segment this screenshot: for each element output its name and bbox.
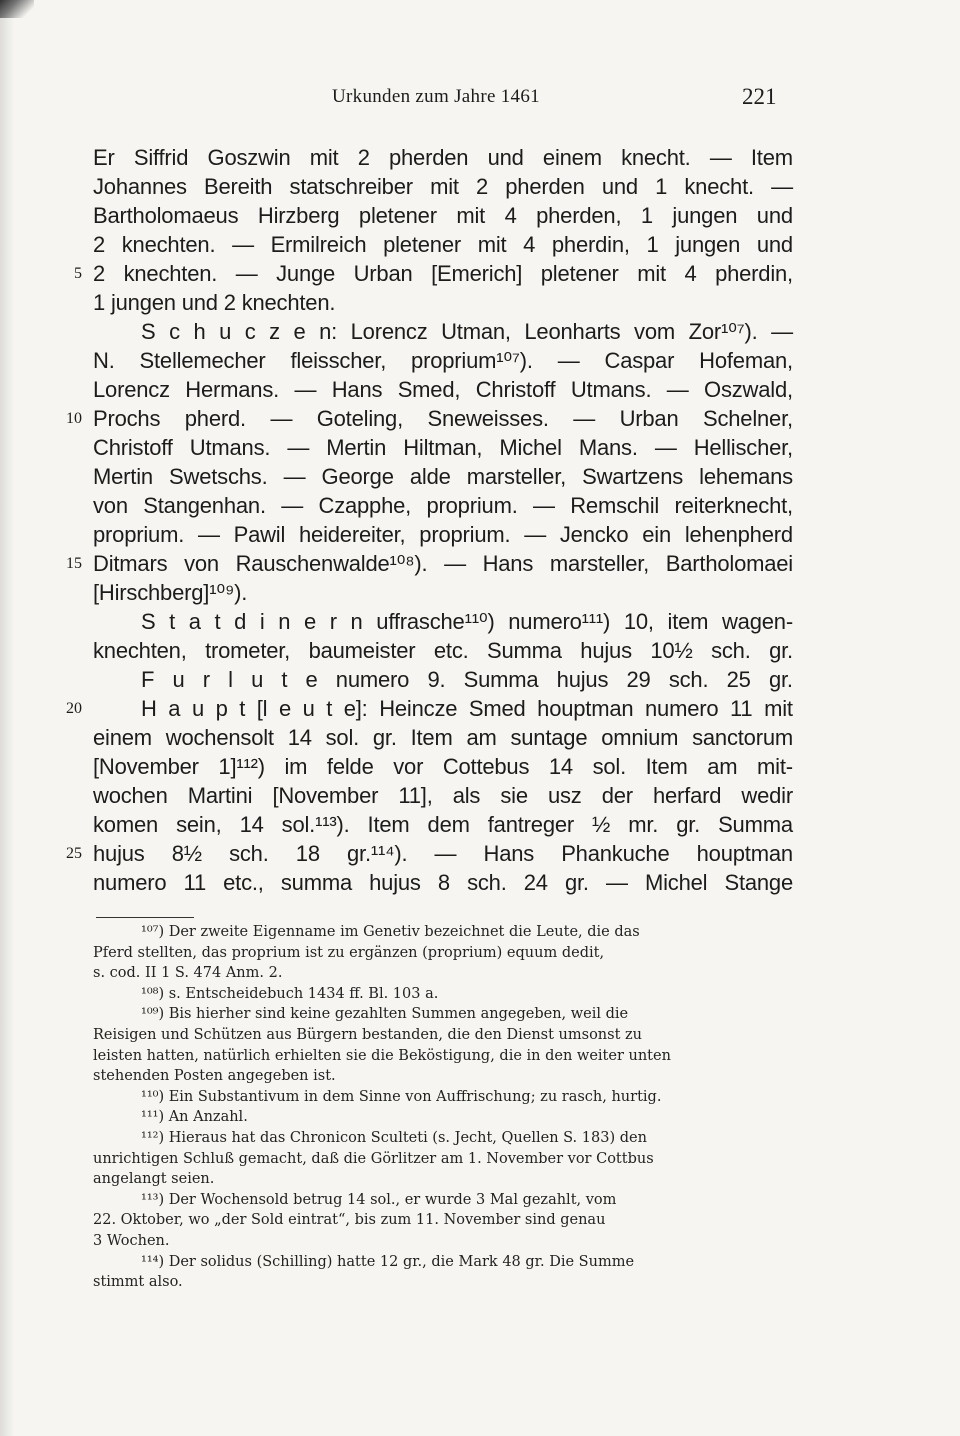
footnote-line: Pferd stellten, das proprium ist zu ergänzen (proprium) equum dedit, <box>93 944 605 961</box>
line-number: 10 <box>66 410 82 427</box>
text-line: hujus 8½ sch. 18 gr.¹¹⁴). — Hans Phankuche houptman <box>93 841 793 866</box>
running-header <box>0 86 960 116</box>
text-line: Bartholomaeus Hirzberg pletener mit 4 pherden, 1 jungen und <box>93 203 793 228</box>
running-title: Urkunden zum Jahre 1461 <box>332 86 540 107</box>
text-line: Ditmars von Rauschenwalde¹⁰⁸). — Hans marsteller, Bartholomaei <box>93 551 793 576</box>
text-line: einem wochensolt 14 sol. gr. Item am suntage omnium sanctorum <box>93 725 793 750</box>
text-line: Lorencz Hermans. — Hans Smed, Christoff Utmans. — Oszwald, <box>93 377 793 402</box>
text-line: proprium. — Pawil heidereiter, proprium. — Jencko ein lehenpherd <box>93 522 793 547</box>
footnote-line: ¹⁰⁹) Bis hierher sind keine gezahlten Summen angegeben, weil die <box>141 1006 629 1023</box>
footnote-line: stimmt also. <box>93 1274 183 1291</box>
footnote-line: ¹⁰⁷) Der zweite Eigenname im Genetiv bezeichnet die Leute, die das <box>141 924 640 940</box>
footnote-line: ¹⁰⁸) s. Entscheidebuch 1434 ff. Bl. 103 a. <box>141 985 439 1002</box>
footnote-line: ¹¹⁴) Der solidus (Schilling) hatte 12 gr., die Mark 48 gr. Die Summe <box>141 1253 635 1270</box>
line-number: 20 <box>66 700 82 717</box>
text-line: H a u p t [l e u t e]: Heincze Smed houptman numero 11 mit <box>141 696 793 721</box>
footnote-line: Reisigen und Schützen aus Bürgern bestanden, die den Dienst umsonst zu <box>93 1026 642 1043</box>
footnote-line: 3 Wochen. <box>93 1232 170 1249</box>
line-number: 25 <box>66 845 82 862</box>
footnote-line: unrichtigen Schluß gemacht, daß die Görlitzer am 1. November vor Cottbus <box>93 1150 654 1167</box>
text-line: numero 11 etc., summa hujus 8 sch. 24 gr. — Michel Stange <box>93 870 793 895</box>
footnote-line: leisten hatten, natürlich erhielten sie die Beköstigung, die in den weiter unten <box>93 1047 671 1064</box>
footnote-line: angelangt seien. <box>93 1171 215 1188</box>
text-line: knechten, trometer, baumeister etc. Summa hujus 10½ sch. gr. <box>93 638 793 663</box>
footnote-line: ¹¹⁰) Ein Substantivum in dem Sinne von Auffrischung; zu rasch, hurtig. <box>141 1088 662 1105</box>
text-line: [Hirschberg]¹⁰⁹). <box>93 580 248 605</box>
text-line: 2 knechten. — Junge Urban [Emerich] pletener mit 4 pherdin, <box>93 261 793 286</box>
text-line: 2 knechten. — Ermilreich pletener mit 4 pherdin, 1 jungen und <box>93 232 793 257</box>
footnote-line: ¹¹³) Der Wochensold betrug 14 sol., er wurde 3 Mal gezahlt, vom <box>141 1191 617 1208</box>
scan-corner-mark <box>0 0 34 18</box>
text-line: Prochs pherd. — Goteling, Sneweisses. — Urban Schelner, <box>93 406 793 431</box>
footnote-line: 22. Oktober, wo „der Sold eintrat“, bis zum 11. November sind genau <box>93 1212 606 1229</box>
text-line: N. Stellemecher fleisscher, proprium¹⁰⁷). — Caspar Hofeman, <box>93 348 793 373</box>
footnote-line: stehenden Posten angegeben ist. <box>93 1068 336 1085</box>
text-line: komen sein, 14 sol.¹¹³). Item dem fantreger ½ mr. gr. Summa <box>93 812 793 837</box>
text-line: 1 jungen und 2 knechten. <box>93 290 336 315</box>
text-line: S t a t d i n e r n uffrasche¹¹⁰) numero¹¹¹) 10, item wagen- <box>141 609 793 634</box>
text-line: [November 1]¹¹²) im felde vor Cottebus 14 sol. Item am mit- <box>93 754 793 779</box>
text-line: Er Siffrid Goszwin mit 2 pherden und einem knecht. — Item <box>93 145 793 170</box>
footnote-line: ¹¹²) Hieraus hat das Chronicon Sculteti (s. Jecht, Quellen S. 183) den <box>141 1129 647 1146</box>
main-text-block <box>93 143 793 897</box>
text-line: F u r l u t e numero 9. Summa hujus 29 sch. 25 gr. <box>141 667 793 692</box>
text-line: Johannes Bereith statschreiber mit 2 pherden und 1 knecht. — <box>93 174 793 199</box>
text-line: Christoff Utmans. — Mertin Hiltman, Michel Mans. — Hellischer, <box>93 435 793 460</box>
text-line: S c h u c z e n: Lorencz Utman, Leonharts vom Zor¹⁰⁷). — <box>141 319 793 344</box>
line-number: 5 <box>74 265 82 282</box>
scan-edge-shadow <box>0 0 14 1436</box>
text-line: Mertin Swetschs. — George alde marsteller, Swartzens lehemans <box>93 464 793 489</box>
text-line: wochen Martini [November 11], als sie usz der herfard wedir <box>93 783 793 808</box>
footnotes-block <box>93 922 783 1293</box>
footnote-divider <box>96 917 194 918</box>
line-number: 15 <box>66 555 82 572</box>
page-number: 221 <box>742 84 777 109</box>
text-line: von Stangenhan. — Czapphe, proprium. — Remschil reiterknecht, <box>93 493 793 518</box>
footnote-line: ¹¹¹) An Anzahl. <box>141 1109 248 1126</box>
footnote-line: s. cod. II 1 S. 474 Anm. 2. <box>93 965 283 982</box>
